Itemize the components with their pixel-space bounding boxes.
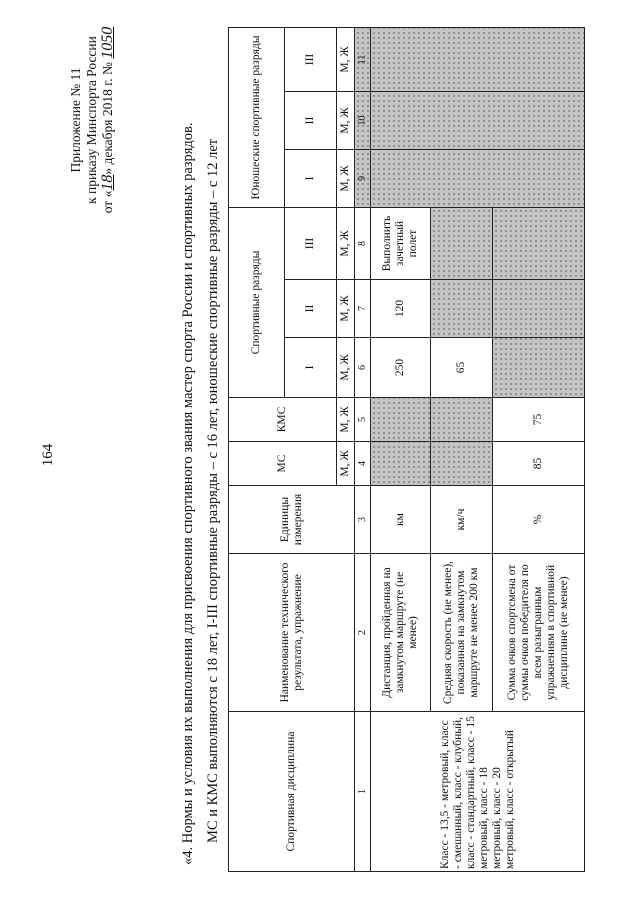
result-cell: Дистанция, пройденная на замкнутом маршруте (не менее) <box>371 554 431 712</box>
header-rank-1: I <box>285 338 337 398</box>
unit-cell: % <box>493 486 585 554</box>
rank3-cell: Выполнить зачетный полет <box>371 207 431 279</box>
gender-youth-3: М, Ж <box>337 27 355 91</box>
col-number: 11 <box>355 27 371 91</box>
annex-date-prefix: от « <box>100 190 115 214</box>
rank1-cell: 250 <box>371 338 431 398</box>
col-number: 7 <box>355 280 371 338</box>
rank2-cell <box>493 280 585 338</box>
header-youth-rank-1: I <box>285 149 337 207</box>
rank2-cell: 120 <box>371 280 431 338</box>
annex-block <box>68 15 116 225</box>
youth-rank3-cell <box>371 27 585 91</box>
header-kms: КМС <box>229 398 337 442</box>
ms-cell: 85 <box>493 442 585 486</box>
ms-cell <box>431 442 493 486</box>
col-number: 3 <box>355 486 371 554</box>
kms-cell <box>371 398 431 442</box>
discipline-cell: Класс - 13,5 - метровый, класс - смешанный, класс - клубный, класс - стандартный, класс - 15 метровый, класс - 18 метровый, класс - 20 метровый, класс - открытый <box>371 712 585 872</box>
table-caption: МС и КМС выполняются с 18 лет, I-III спортивные разряды – с 16 лет, юношеские спортивные разряды – с 12 лет <box>205 138 221 843</box>
gender-rank-1: М, Ж <box>337 338 355 398</box>
youth-rank2-cell <box>371 91 585 149</box>
col-number: 8 <box>355 207 371 279</box>
page-number: 164 <box>40 443 56 467</box>
result-cell: Сумма очков спортсмена от суммы очков победителя по всем разыгранным упражнениям в спортивной дисциплине (не менее) <box>493 554 585 712</box>
rank3-cell <box>493 207 585 279</box>
annex-day: 18 <box>99 174 116 191</box>
gender-ms: М, Ж <box>337 442 355 486</box>
youth-rank1-cell <box>371 149 585 207</box>
col-number: 5 <box>355 398 371 442</box>
unit-cell: км <box>371 486 431 554</box>
col-number: 1 <box>355 712 371 872</box>
kms-cell: 75 <box>493 398 585 442</box>
header-youth-ranks: Юношеские спортивные разряды <box>229 27 285 207</box>
col-number: 9 <box>355 149 371 207</box>
rank2-cell <box>431 280 493 338</box>
annex-date <box>100 15 116 225</box>
header-rank-3: III <box>285 207 337 279</box>
gender-rank-2: М, Ж <box>337 280 355 338</box>
header-units: Единицы измерения <box>229 486 355 554</box>
header-ms: МС <box>229 442 337 486</box>
header-rank-2: II <box>285 280 337 338</box>
gender-youth-1: М, Ж <box>337 149 355 207</box>
rank3-cell <box>431 207 493 279</box>
col-number: 10 <box>355 91 371 149</box>
annex-order-ref: к приказу Минспорта России <box>84 36 99 204</box>
header-youth-rank-3: III <box>285 27 337 91</box>
annex-order-number: 1050 <box>99 26 116 59</box>
gender-rank-3: М, Ж <box>337 207 355 279</box>
header-discipline: Спортивная дисциплина <box>229 712 355 872</box>
col-number: 2 <box>355 554 371 712</box>
document-heading: «4. Нормы и условия их выполнения для присвоения спортивного звания мастер спорта России и спортивных разрядов. <box>180 122 196 865</box>
header-sport-ranks: Спортивные разряды <box>229 207 285 397</box>
col-number: 6 <box>355 338 371 398</box>
header-result: Наименование технического результата, упражнение <box>229 554 355 712</box>
annex-date-middle: » декабря 2018 г. № <box>100 62 115 175</box>
gender-youth-2: М, Ж <box>337 91 355 149</box>
col-number: 4 <box>355 442 371 486</box>
annex-title: Приложение № 11 <box>68 67 83 173</box>
gender-kms: М, Ж <box>337 398 355 442</box>
kms-cell <box>431 398 493 442</box>
unit-cell: км/ч <box>431 486 493 554</box>
result-cell: Средняя скорость (не менее), показанная на замкнутом маршруте не менее 200 км <box>431 554 493 712</box>
rank1-cell: 65 <box>431 338 493 398</box>
norms-table <box>228 27 585 872</box>
ms-cell <box>371 442 431 486</box>
rank1-cell <box>493 338 585 398</box>
header-youth-rank-2: II <box>285 91 337 149</box>
